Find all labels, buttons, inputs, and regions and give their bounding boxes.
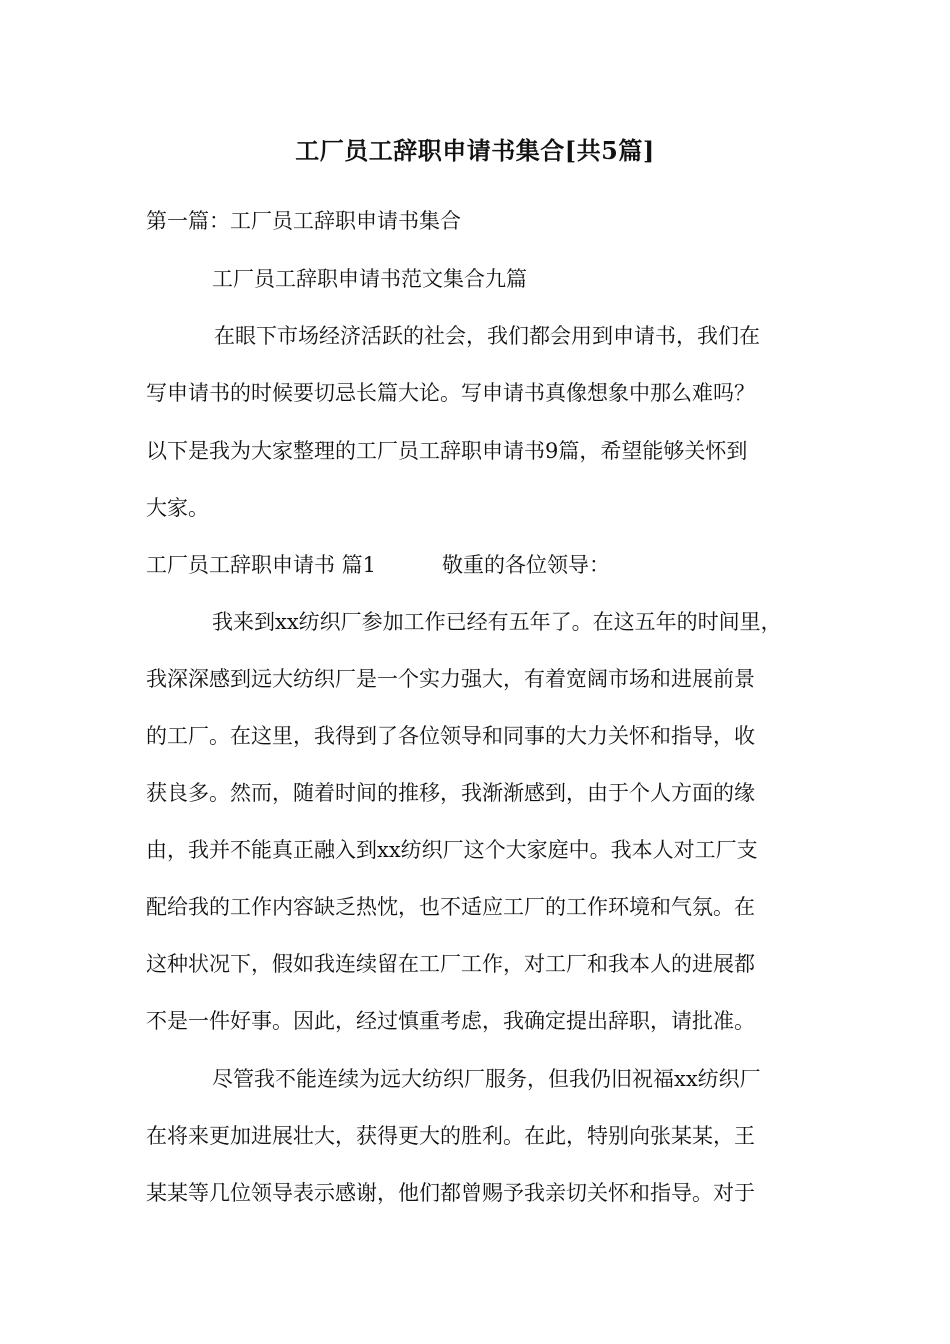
letter-label: 工厂员工辞职申请书 篇1 <box>146 553 377 577</box>
paragraph-line: 由，我并不能真正融入到xx纺织厂这个大家庭中。我本人对工厂支 <box>146 838 758 862</box>
paragraph-line: 我来到xx纺织厂参加工作已经有五年了。在这五年的时间里， <box>212 610 782 634</box>
letter-header <box>146 550 610 580</box>
paragraph-line: 这种状况下，假如我连续留在工厂工作，对工厂和我本人的进展都 <box>146 952 755 976</box>
paragraph-line: 尽管我不能连续为远大纺织厂服务，但我仍旧祝福xx纺织厂 <box>212 1067 761 1091</box>
intro-line: 写申请书的时候要切忌长篇大论。写申请书真像想象中那么难吗？ <box>146 381 755 405</box>
paragraph-line: 在将来更加进展壮大，获得更大的胜利。在此，特别向张某某，王 <box>146 1124 755 1148</box>
subtitle: 工厂员工辞职申请书范文集合九篇 <box>212 267 527 291</box>
paragraph-line: 的工厂。在这里，我得到了各位领导和同事的大力关怀和指导，收 <box>146 724 755 748</box>
document-title: 工厂员工辞职申请书集合[共5篇] <box>295 136 655 165</box>
salutation: 敬重的各位领导： <box>442 553 611 577</box>
intro-line: 大家。 <box>146 496 209 520</box>
intro-line: 在眼下市场经济活跃的社会，我们都会用到申请书，我们在 <box>214 324 760 348</box>
intro-line: 以下是我为大家整理的工厂员工辞职申请书9篇，希望能够关怀到 <box>146 439 748 463</box>
paragraph-line: 某某等几位领导表示感谢，他们都曾赐予我亲切关怀和指导。对于 <box>146 1181 755 1205</box>
paragraph-line: 不是一件好事。因此，经过慎重考虑，我确定提出辞职，请批准。 <box>146 1009 755 1033</box>
paragraph-line: 我深深感到远大纺织厂是一个实力强大，有着宽阔市场和进展前景 <box>146 667 755 691</box>
paragraph-line: 获良多。然而，随着时间的推移，我渐渐感到，由于个人方面的缘 <box>146 781 755 805</box>
paragraph-line: 配给我的工作内容缺乏热忱，也不适应工厂的工作环境和气氛。在 <box>146 895 755 919</box>
section-heading: 第一篇：工厂员工辞职申请书集合 <box>146 209 461 233</box>
